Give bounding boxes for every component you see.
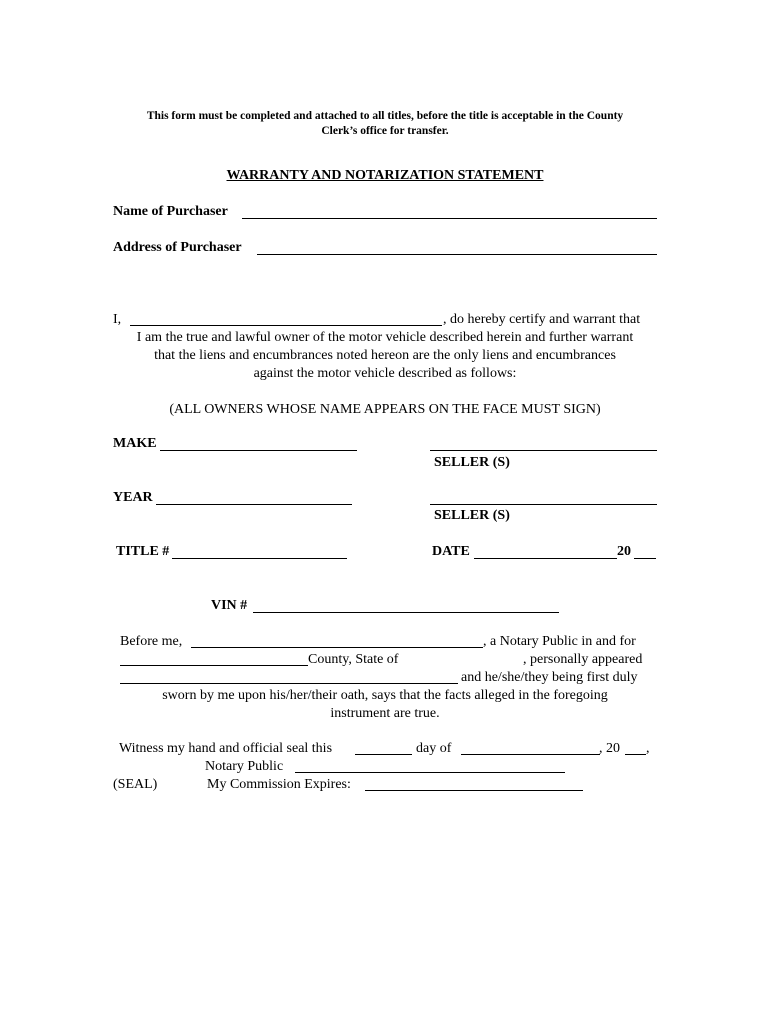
- make-label: MAKE: [113, 436, 157, 451]
- notice-line-2: Clerk’s office for transfer.: [321, 125, 449, 137]
- appeared-name-field[interactable]: [120, 683, 458, 684]
- seller-label-1: SELLER (S): [434, 455, 510, 470]
- year-field[interactable]: [156, 504, 352, 505]
- witness-year-field[interactable]: [625, 754, 646, 755]
- date-year-prefix: 20: [617, 544, 631, 559]
- seller-signature-2[interactable]: [430, 504, 657, 505]
- sworn-suffix: and he/she/they being first duly: [461, 670, 638, 685]
- commission-expires-field[interactable]: [365, 790, 583, 791]
- purchaser-name-label: Name of Purchaser: [113, 204, 228, 219]
- witness-prefix: Witness my hand and official seal this: [119, 741, 333, 756]
- seller-signature-1[interactable]: [430, 450, 657, 451]
- county-field[interactable]: [120, 665, 308, 666]
- seal-label: (SEAL): [113, 777, 158, 792]
- date-label: DATE: [432, 544, 470, 559]
- commission-label: My Commission Expires:: [207, 777, 351, 792]
- page-title: WARRANTY AND NOTARIZATION STATEMENT: [226, 168, 544, 183]
- year-label: YEAR: [113, 490, 153, 505]
- certification-line-4: against the motor vehicle described as follows:: [253, 366, 517, 381]
- notary-signature-field[interactable]: [295, 772, 565, 773]
- personally-appeared-text: , personally appeared: [523, 652, 643, 667]
- witness-day-field[interactable]: [355, 754, 412, 755]
- certification-suffix: , do hereby certify and warrant that: [443, 312, 641, 327]
- witness-year-prefix: , 20: [599, 741, 620, 756]
- date-year-field[interactable]: [634, 558, 656, 559]
- day-of-text: day of: [416, 741, 452, 756]
- witness-month-field[interactable]: [461, 754, 600, 755]
- certification-line-3: that the liens and encumbrances noted hereon are the only liens and encumbrances: [154, 348, 616, 363]
- title-number-label: TITLE #: [116, 544, 170, 559]
- notice-line-1: This form must be completed and attached to all titles, before the title is acceptable in the County: [146, 110, 624, 122]
- owner-name-field[interactable]: [130, 325, 442, 326]
- witness-year-suffix: ,: [646, 741, 650, 756]
- notary-suffix: , a Notary Public in and for: [483, 634, 636, 649]
- vin-field[interactable]: [253, 612, 559, 613]
- purchaser-name-field[interactable]: [242, 218, 657, 219]
- make-field[interactable]: [160, 450, 357, 451]
- certification-line-2: I am the true and lawful owner of the motor vehicle described herein and further warrant: [136, 330, 634, 345]
- date-field[interactable]: [474, 558, 617, 559]
- title-number-field[interactable]: [172, 558, 347, 559]
- notary-line-5: instrument are true.: [330, 706, 440, 721]
- notary-name-field[interactable]: [191, 647, 483, 648]
- vin-label: VIN #: [211, 598, 248, 613]
- notary-public-label: Notary Public: [205, 759, 284, 774]
- purchaser-address-field[interactable]: [257, 254, 657, 255]
- notary-line-4: sworn by me upon his/her/their oath, says that the facts alleged in the foregoing: [162, 688, 608, 703]
- purchaser-address-label: Address of Purchaser: [113, 240, 242, 255]
- notary-prefix: Before me,: [120, 634, 183, 649]
- seller-label-2: SELLER (S): [434, 508, 510, 523]
- owners-note: (ALL OWNERS WHOSE NAME APPEARS ON THE FACE MUST SIGN): [169, 402, 601, 417]
- county-label: County, State of: [308, 652, 399, 667]
- certification-prefix: I,: [113, 312, 122, 327]
